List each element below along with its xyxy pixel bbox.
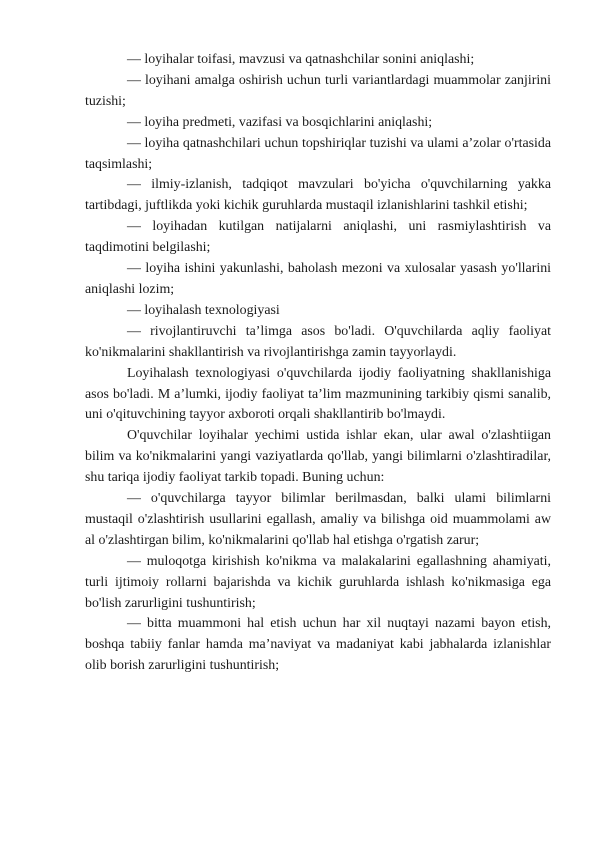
paragraph-9: — rivojlantiruvchi ta’limga asos bo'ladi. O'quvchilarda aqliy faoliyat ko'nikmalarini shakllantirish va rivojlantirishga zamin tayyorlaydi. [85,323,551,360]
paragraph-12: — o'quvchilarga tayyor bilimlar berilmasdan, balki ulami bilimlarni mustaqil o'zlashtirish usullarini egallash, amaliy va bilishga oid muammolami aw al o'zlashtirgan bilim, ko'nikmalarini qo'llab hal etishga o'rgatish zarur; [85,491,551,548]
paragraph-14: — bitta muammoni hal etish uchun har xil nuqtayi nazami bayon etish, boshqa tabiiy fanlar hamda ma’naviyat va madaniyat kabi jabhalarda izlanishlar olib borish zarurligini tushuntirish; [85,616,551,674]
paragraph-6: — loyihadan kutilgan natijalarni aniqlashi, uni rasmiylashtirish va taqdimotini belgilashi; [85,219,551,256]
paragraph-7: — loyiha ishini yakunlashi, baholash mezoni va xulosalar yasash yo'llarini aniqlashi lozim; [85,261,551,297]
paragraph-13: — muloqotga kirishish ko'nikma va malakalarini egallashning ahamiyati, turli ijtimoiy rollarni bajarishda va kichik guruhlarda ishlash ko'nikmasiga ega bo'lish zarurligini tushuntirish; [85,553,551,611]
paragraph-4: — loyiha qatnashchilari uchun topshiriqlar tuzishi va ulami a’zolar o'rtasida taqsimlashi; [85,135,551,172]
paragraph-1: — loyihalar toifasi, mavzusi va qatnashchilar sonini aniqlashi; [127,52,475,67]
document-page [85,50,551,677]
paragraph-2: — loyihani amalga oshirish uchun turli variantlardagi muammolar zanjirini tuzishi; [85,72,551,109]
paragraph-8: — loyihalash texnologiyasi [127,302,280,318]
paragraph-11: O'quvchilar loyihalar yechimi ustida ishlar ekan, ular awal o'zlashtiigan bilim va ko'nikmalarini yangi vaziyatlarda qo'llab, yangi bilimlarni o'zlashtiradilar, shu tariqa ijodiy faoliyat tarkib topadi. Buning uchun: [85,428,551,486]
paragraph-5: — ilmiy-izlanish, tadqiqot mavzulari bo'yicha o'quvchilarning yakka tartibdagi, juftlikda yoki kichik guruhlarda mustaqil izlanishlarini tashkil etishi; [85,177,551,214]
paragraph-10: Loyihalash texnologiyasi o'quvchilarda ijodiy faoliyatning shakllanishiga asos bo'ladi. M a’lumki, ijodiy faoliyat ta’lim mazmunining tarkibiy qismi sanalib, uni o'qituvchining tayyor axboroti orqali shakllantirib bo'lmaydi. [85,365,551,423]
paragraph-3: — loyiha predmeti, vazifasi va bosqichlarini aniqlashi; [127,114,433,130]
